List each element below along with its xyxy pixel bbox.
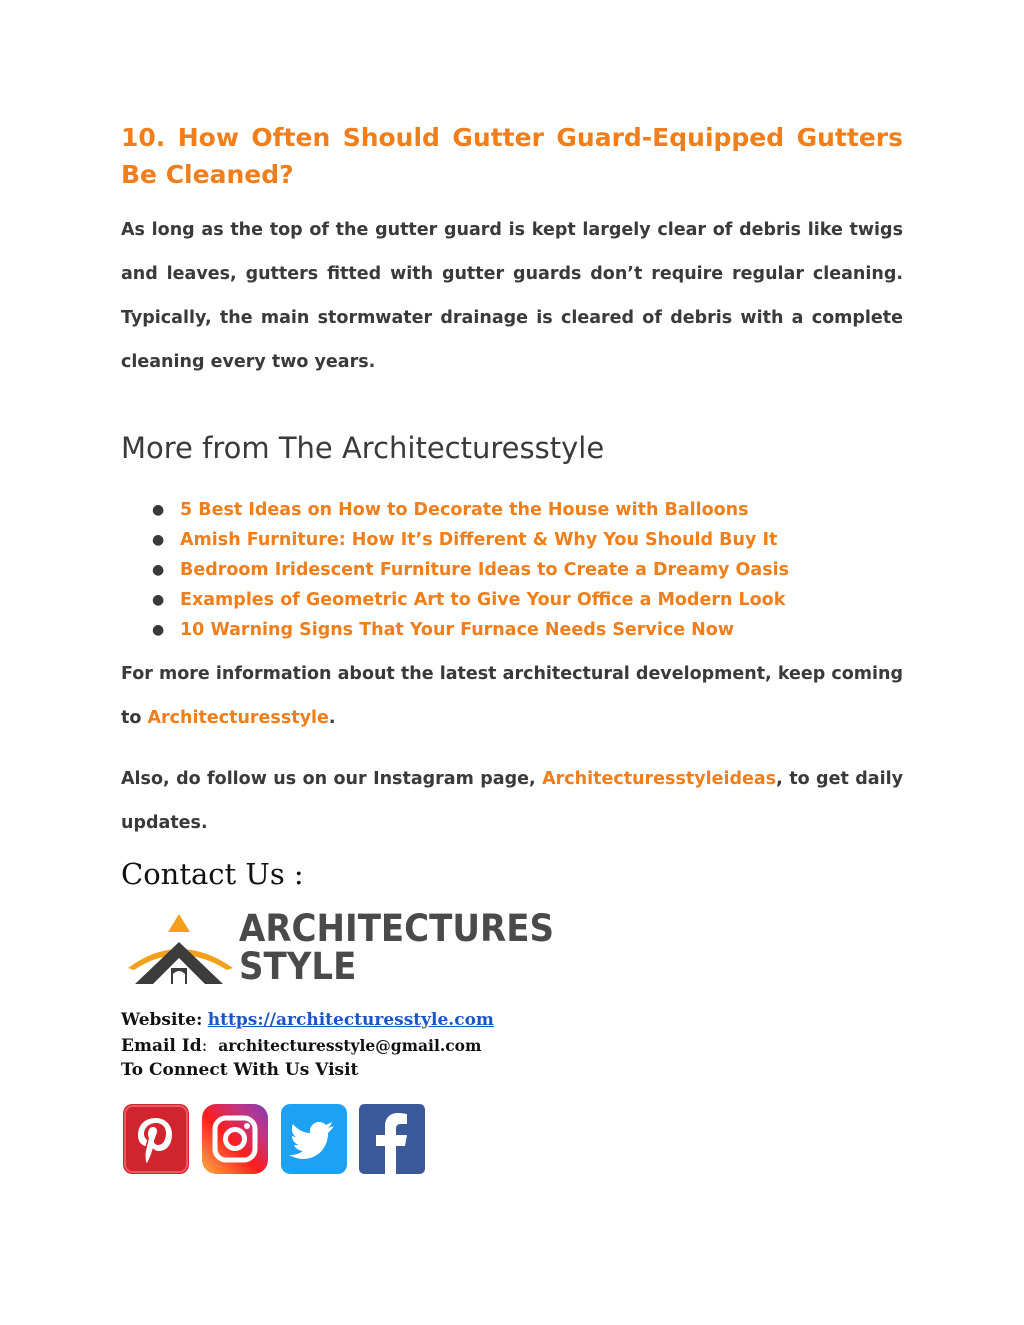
list-item: [121, 585, 903, 615]
email-line: [121, 1033, 481, 1059]
bullet-icon: ●: [152, 562, 165, 578]
info-text: For more information about the latest architectural development, keep coming to: [121, 664, 903, 728]
logo-mark-icon: [125, 910, 237, 994]
website-label: Website:: [121, 1010, 203, 1030]
email-separator: :: [201, 1036, 208, 1056]
article-link-amish-furniture[interactable]: Amish Furniture: How It’s Different & Why You Should Buy It: [180, 530, 778, 550]
architecturesstyle-link[interactable]: Architecturesstyle: [147, 708, 329, 728]
more-links-list: [121, 495, 903, 645]
instagram-icon[interactable]: [202, 1104, 268, 1174]
article-link-iridescent-furniture[interactable]: Bedroom Iridescent Furniture Ideas to Create a Dreamy Oasis: [180, 560, 790, 580]
bullet-icon: ●: [152, 622, 165, 638]
list-item: [121, 495, 903, 525]
list-item: [121, 555, 903, 585]
website-link[interactable]: https://architecturesstyle.com: [207, 1010, 494, 1030]
logo-line-2: STYLE: [239, 945, 357, 988]
more-heading: More from The Architecturesstyle: [121, 431, 605, 465]
bullet-icon: ●: [152, 532, 165, 548]
article-link-geometric-art[interactable]: Examples of Geometric Art to Give Your Office a Modern Look: [180, 590, 786, 610]
follow-text: Also, do follow us on our Instagram page,: [121, 769, 543, 789]
bullet-icon: ●: [152, 502, 165, 518]
bullet-icon: ●: [152, 592, 165, 608]
article-link-balloons[interactable]: 5 Best Ideas on How to Decorate the House with Balloons: [180, 500, 749, 520]
section-paragraph: As long as the top of the gutter guard is kept largely clear of debris like twigs and leaves, gutters fitted with gutter guards don’t require regular cleaning. Typically, the main stormwater drainage is cleared of debris with a complete cleaning every two years.: [121, 220, 903, 372]
article-link-furnace-signs[interactable]: 10 Warning Signs That Your Furnace Needs Service Now: [180, 620, 735, 640]
info-end: .: [328, 708, 336, 728]
website-line: [121, 1008, 494, 1033]
pinterest-icon[interactable]: [123, 1104, 189, 1174]
list-item: [121, 525, 903, 555]
list-item: [121, 615, 903, 645]
connect-line: [121, 1058, 358, 1083]
follow-end: , to get daily updates.: [121, 769, 903, 833]
facebook-icon[interactable]: [359, 1104, 425, 1174]
info-paragraph: [121, 652, 903, 740]
email-label: Email Id: [121, 1036, 202, 1056]
logo-wordmark: [239, 907, 554, 988]
email-value: architecturesstyle@gmail.com: [218, 1036, 482, 1055]
twitter-icon[interactable]: [281, 1104, 347, 1174]
connect-text: To Connect With Us Visit: [121, 1060, 359, 1080]
contact-title: Contact Us :: [121, 857, 304, 891]
section-heading: 10. How Often Should Gutter Guard-Equipped Gutters Be Cleaned?: [121, 123, 903, 189]
architectures-style-logo: [125, 907, 565, 994]
instagram-page-link[interactable]: Architecturesstyleideas: [542, 769, 777, 789]
logo-line-1: ARCHITECTURES: [239, 907, 554, 950]
follow-paragraph: [121, 757, 903, 845]
